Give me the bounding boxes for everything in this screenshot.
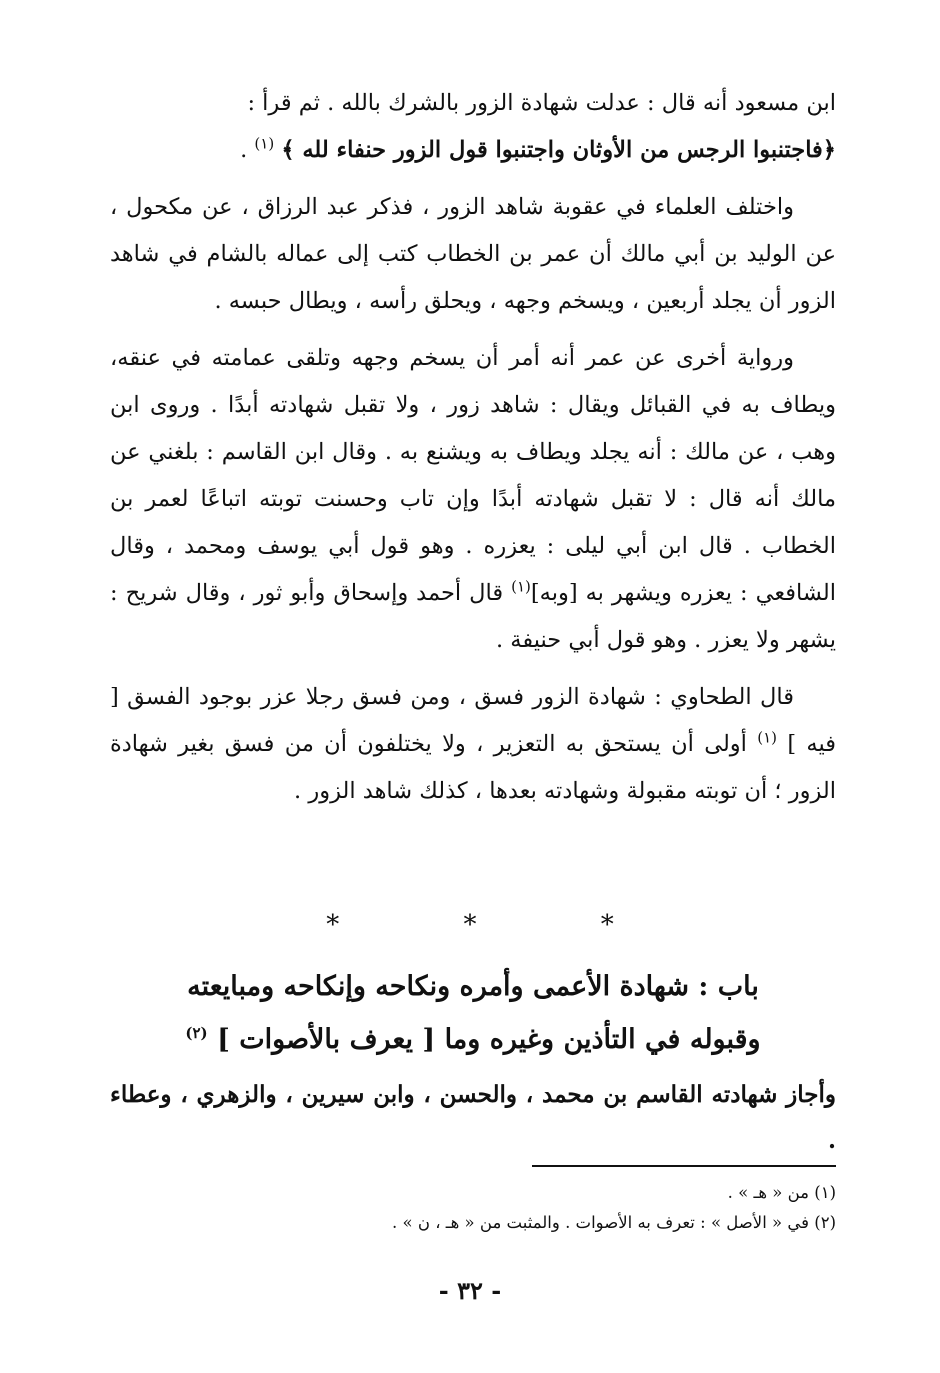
footnote-marker-3: (١)	[757, 728, 778, 747]
page-number: - ٣٢ -	[438, 1276, 502, 1305]
paragraph-4-part-2: أولى أن يستحق به التعزير ، ولا يختلفون أن من فسق بغير شهادة الزور ؛ أن توبته مقبولة وشهادته بعدها ، كذلك شاهد الزور .	[110, 731, 836, 804]
paragraph-1-end: .	[240, 137, 255, 163]
footnote-divider	[532, 1165, 836, 1167]
footnote-marker-2: (١)	[511, 577, 531, 596]
quran-verse: ﴿فاجتنبوا الرجس من الأوثان واجتنبوا قول الزور حنفاء لله ﴾	[281, 137, 836, 163]
paragraph-3-part-1: ورواية أخرى عن عمر أنه أمر أن يسخم وجهه وتلقى عمامته في عنقه، ويطاف به في القبائل ويقال : شاهد زور ، ولا تقبل شهادته أبدًا . وروى ابن وهب ، عن مالك : أنه يجلد ويطاف به ويشنع به . وقال ابن القاسم : بلغني عن مالك أنه قال : لا تقبل شهادته أبدًا وإن تاب وحسنت توبته اتباعًا لعمر بن الخطاب . قال ابن أبي ليلى : يعزره . وهو قول أبي يوسف ومحمد ، وقال الشافعي : يعزره ويشهر به [وبه]	[110, 345, 836, 606]
paragraph-4	[110, 674, 836, 815]
footnote-marker-4: (٢)	[185, 1024, 208, 1042]
chapter-heading-line-1: باب : شهادة الأعمى وأمره ونكاحه وإنكاحه ومبايعته	[187, 971, 759, 1002]
footnote-marker-1: (١)	[254, 134, 275, 153]
footnotes	[110, 1178, 836, 1238]
footnote-1: (١) من « هـ » .	[727, 1183, 836, 1202]
chapter-heading-line-2-text: وقبوله في التأذين وغيره وما [ يعرف بالأصوات ]	[217, 1024, 761, 1055]
section-separator: * * *	[326, 910, 672, 940]
chapter-heading	[110, 960, 836, 1066]
chapter-heading-line-2	[110, 1013, 836, 1066]
paragraph-1	[110, 80, 836, 174]
main-text	[110, 80, 836, 815]
footnote-2: (٢) في « الأصل » : تعرف به الأصوات . والمثبت من « هـ ، ن » .	[392, 1213, 836, 1232]
paragraph-2: واختلف العلماء في عقوبة شاهد الزور ، فذكر عبد الرزاق ، عن مكحول ، عن الوليد بن أبي مالك أن عمر بن الخطاب كتب إلى عماله بالشام في شاهد الزور أن يجلد أربعين ، ويسخم وجهه ، ويحلق رأسه ، ويطال حبسه .	[110, 194, 836, 314]
paragraph-3-part-2: قال أحمد وإسحاق وأبو ثور ، وقال شريح : يشهر ولا يعزر . وهو قول أبي حنيفة .	[110, 580, 836, 653]
paragraph-1-line-1: ابن مسعود أنه قال : عدلت شهادة الزور بالشرك بالله . ثم قرأ :	[247, 90, 836, 116]
paragraph-3	[110, 335, 836, 664]
paragraph-4-part-1: قال الطحاوي : شهادة الزور فسق ، ومن فسق رجلا عزر بوجود الفسق [ فيه ]	[110, 684, 836, 757]
chapter-first-paragraph: وأجاز شهادته القاسم بن محمد ، والحسن ، وابن سيرين ، والزهري ، وعطاء .	[110, 1081, 836, 1154]
